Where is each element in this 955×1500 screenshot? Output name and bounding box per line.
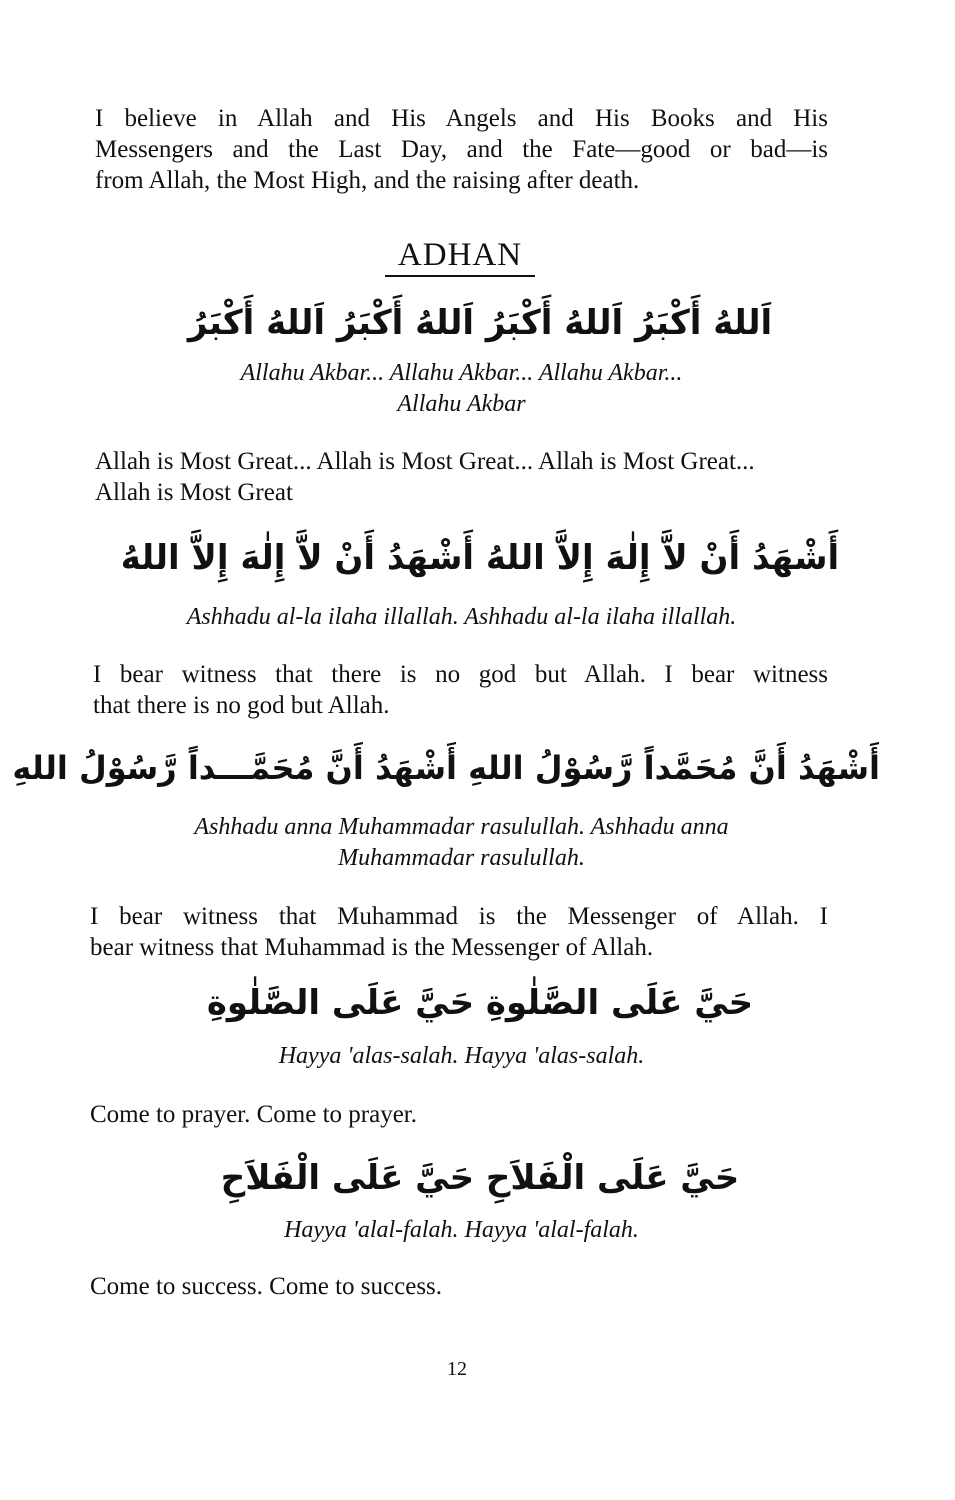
intro-paragraph (95, 103, 828, 196)
arabic-hayya-salah: حَيَّ عَلَى الصَّلٰوةِ حَيَّ عَلَى الصَّلٰوةِ (206, 983, 754, 1023)
translit-shahada-muhammad-line-1: Ashhadu anna Muhammadar rasulullah. Ashhadu anna (194, 814, 729, 840)
meaning-hayya-salah (90, 1099, 828, 1130)
meaning-shahada-muhammad (90, 901, 828, 963)
meaning-hayya-salah-line-1: Come to prayer. Come to prayer. (90, 1101, 418, 1128)
arabic-shahada-muhammad: أَشْهَدُ أَنَّ مُحَمَّداً رَّسُوْلُ اللهِ أَشْهَدُ أَنَّ مُحَمَّـــداً رَّسُوْلُ اللهِ (12, 749, 880, 787)
translit-shahada-muhammad (95, 812, 828, 874)
meaning-shahada-muhammad-line-2: bear witness that Muhammad is the Messenger of Allah. (90, 934, 654, 961)
translit-hayya-falah-line-1: Hayya 'alal-falah. Hayya 'alal-falah. (284, 1217, 639, 1243)
intro-line-1: I believe in Allah and His Angels and His Books and His (95, 105, 828, 132)
translit-hayya-salah (95, 1041, 828, 1072)
arabic-takbir: اَللهُ أَكْبَرُ اَللهُ أَكْبَرُ اَللهُ أَكْبَرُ اَللهُ أَكْبَرُ (187, 303, 773, 343)
meaning-shahada-allah (93, 659, 828, 721)
meaning-hayya-falah-line-1: Come to success. Come to success. (90, 1273, 443, 1300)
meaning-takbir-line-2: Allah is Most Great (95, 479, 293, 506)
meaning-hayya-falah (90, 1271, 828, 1302)
heading-underline (385, 275, 535, 277)
intro-line-3: from Allah, the Most High, and the raising after death. (95, 167, 640, 194)
heading-title: ADHAN (397, 237, 523, 273)
arabic-hayya-falah: حَيَّ عَلَى الْفَلاَحِ حَيَّ عَلَى الْفَلاَحِ (220, 1158, 740, 1198)
translit-shahada-allah-line-1: Ashhadu al-la ilaha illallah. Ashhadu al-la ilaha illallah. (186, 604, 737, 630)
translit-shahada-muhammad-line-2: Muhammadar rasulullah. (338, 845, 585, 871)
translit-takbir-line-1: Allahu Akbar... Allahu Akbar... Allahu Akbar... (240, 360, 683, 386)
intro-line-2: Messengers and the Last Day, and the Fate—good or bad—is (95, 136, 828, 163)
translit-hayya-salah-line-1: Hayya 'alas-salah. Hayya 'alas-salah. (278, 1043, 645, 1069)
meaning-takbir-line-1: Allah is Most Great... Allah is Most Great... Allah is Most Great... (95, 448, 755, 475)
section-heading (385, 235, 535, 277)
translit-hayya-falah (95, 1215, 828, 1246)
meaning-shahada-allah-line-1: I bear witness that there is no god but Allah. I bear witness (93, 661, 828, 688)
translit-takbir-line-2: Allahu Akbar (397, 391, 526, 417)
page-number: 12 (447, 1358, 467, 1380)
meaning-takbir (95, 446, 835, 508)
translit-shahada-allah (95, 602, 828, 633)
arabic-shahada-allah: أَشْهَدُ أَنْ لاَّ إِلٰهَ إِلاَّ اللهُ أَشْهَدُ أَنْ لاَّ إِلٰهَ إِلاَّ اللهُ (120, 538, 840, 578)
translit-takbir (95, 358, 828, 420)
meaning-shahada-muhammad-line-1: I bear witness that Muhammad is the Messenger of Allah. I (90, 903, 828, 930)
meaning-shahada-allah-line-2: that there is no god but Allah. (93, 692, 390, 719)
